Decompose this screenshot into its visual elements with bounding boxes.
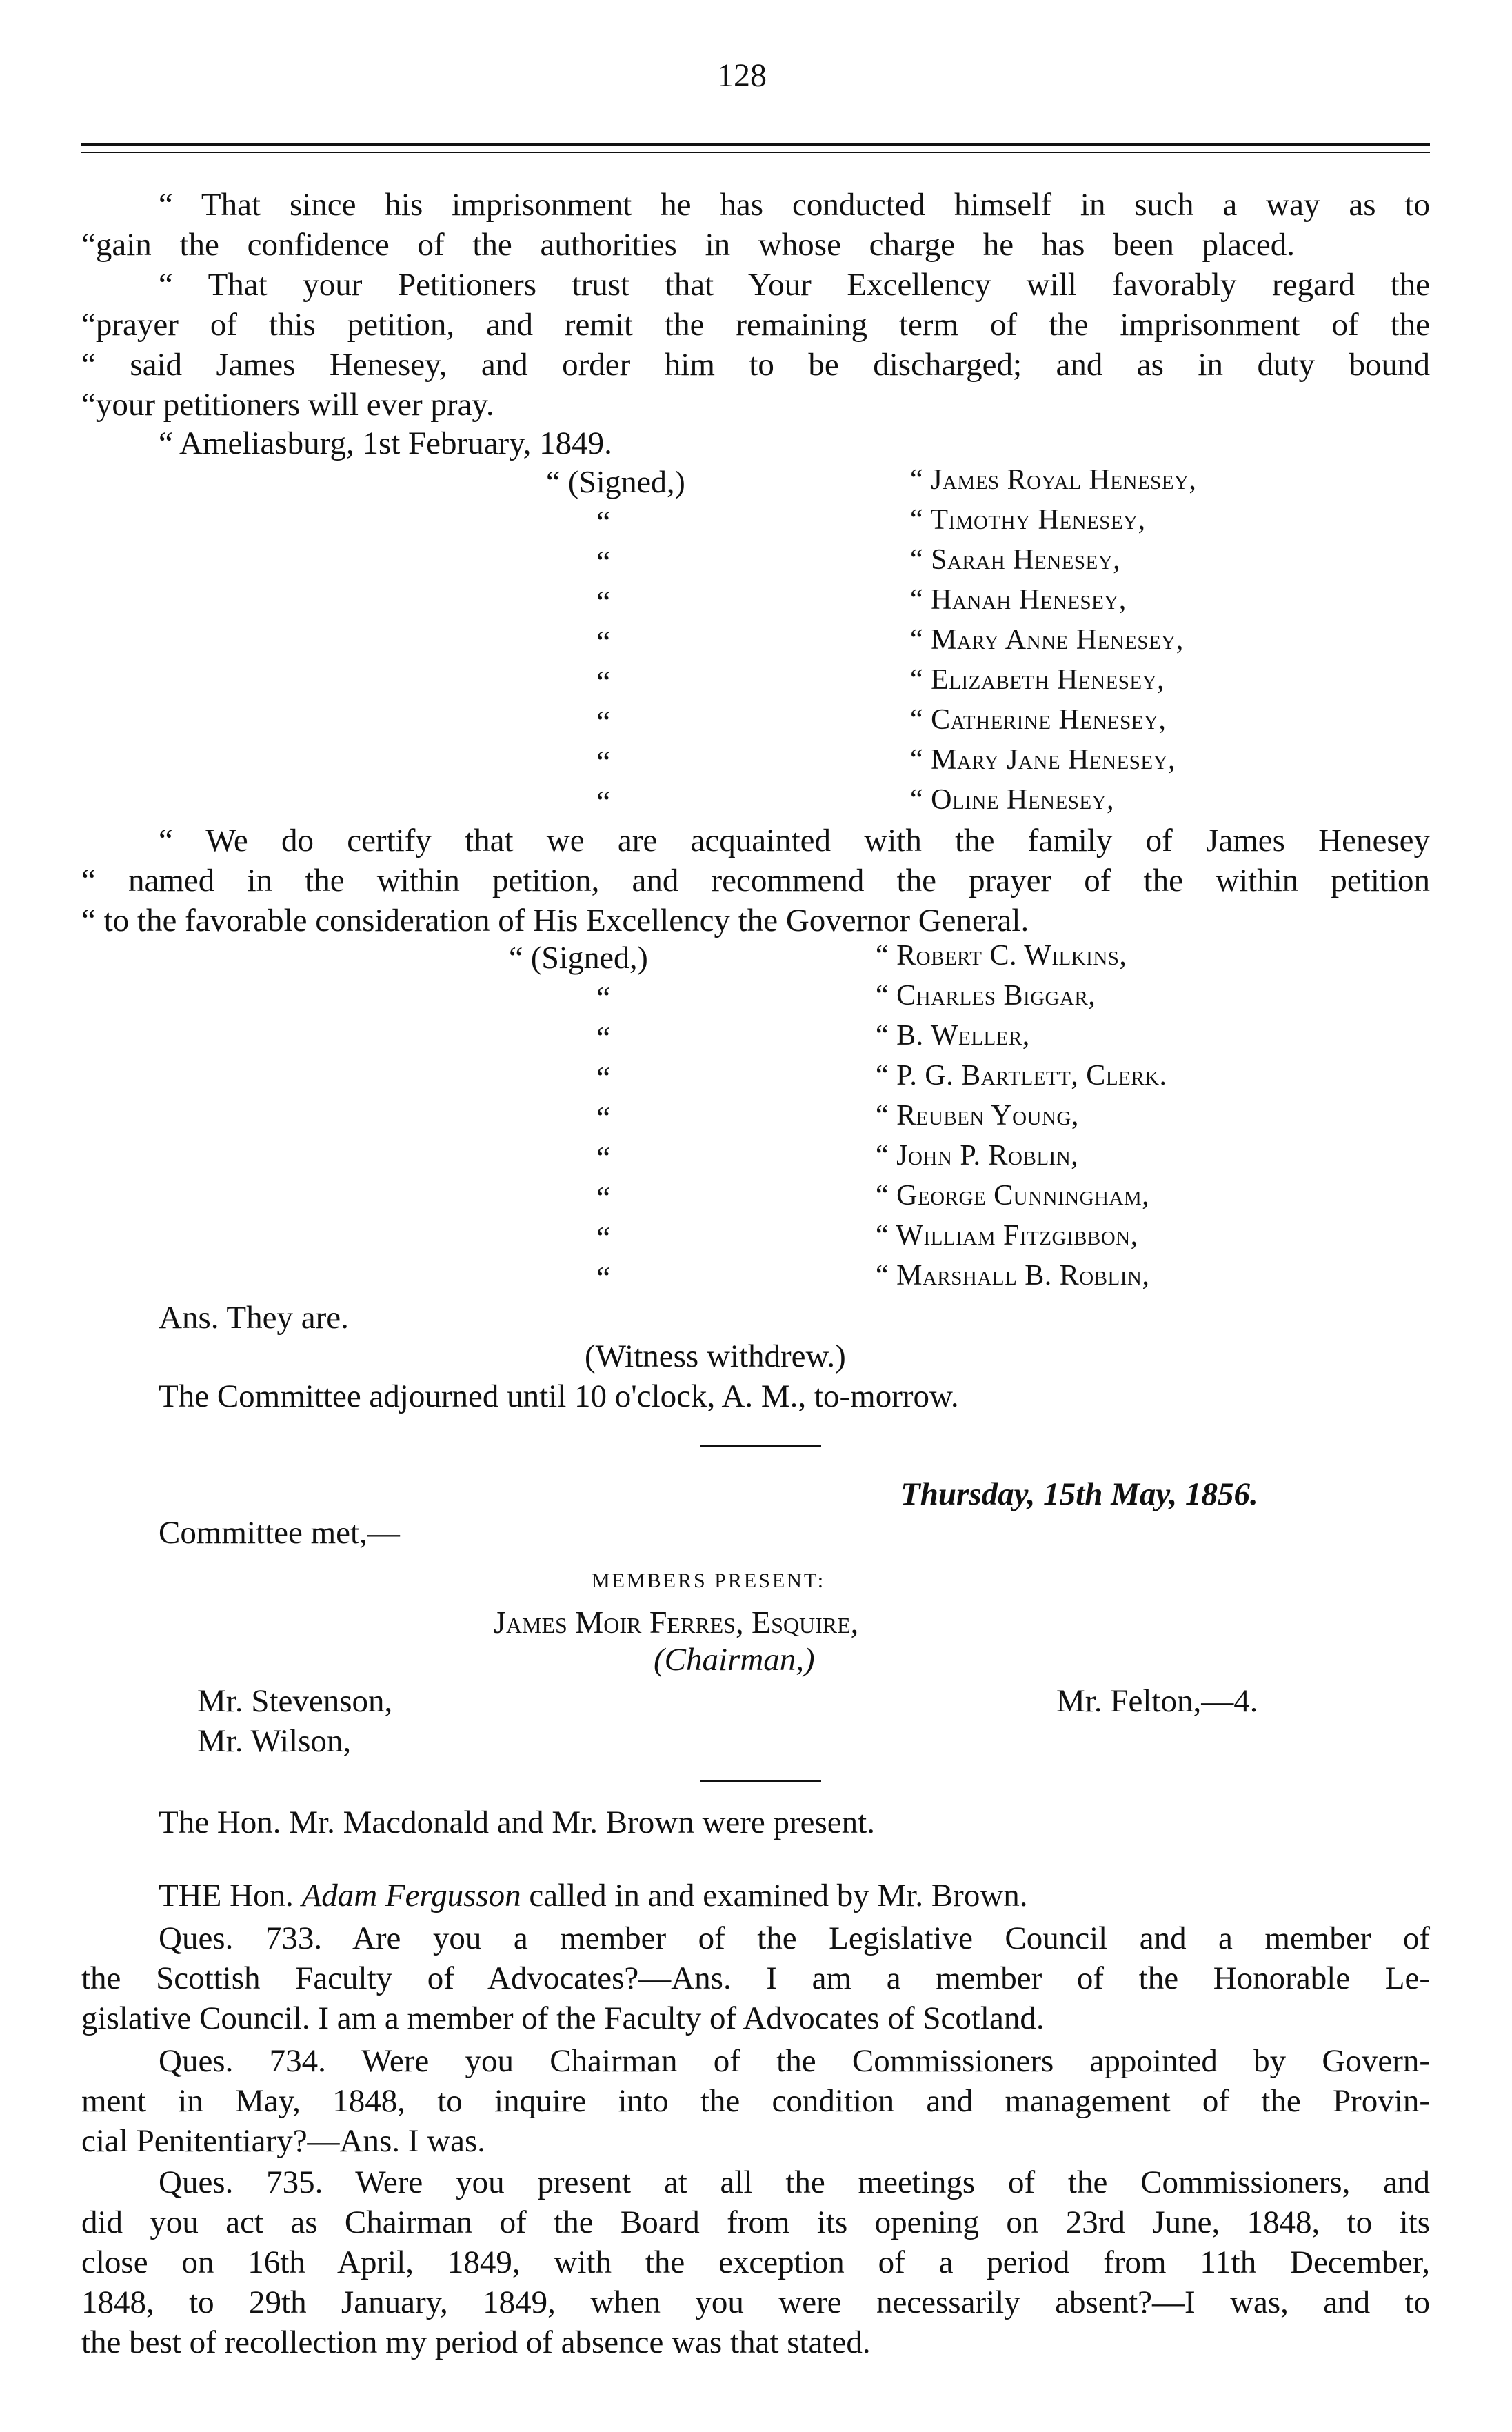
ditto-mark: “	[596, 1260, 611, 1295]
certificate-signatory: “ John P. Roblin,	[876, 1140, 1079, 1172]
certificate-signatory: “ B. Weller,	[876, 1020, 1030, 1052]
petition-signatory: “ Hanah Henesey,	[910, 584, 1127, 616]
certificate-signatory: “ George Cunningham,	[876, 1180, 1150, 1212]
petition-date: “ Ameliasburg, 1st February, 1849.	[159, 425, 612, 461]
header-rule-bottom	[81, 152, 1430, 153]
ditto-mark: “	[596, 1220, 611, 1255]
certificate-signatory: “ William Fitzgibbon,	[876, 1220, 1138, 1252]
q735-line-2: did you act as Chairman of the Board from its opening on 23rd June, 1848, to its	[81, 2204, 1430, 2240]
q733-line-2: the Scottish Faculty of Advocates?—Ans. I am a member of the Honorable Le-	[81, 1960, 1430, 1996]
petition-line-1: “ That since his imprisonment he has conducted himself in such a way as to	[159, 187, 1430, 223]
petition-signed-label: “ (Signed,)	[546, 464, 685, 499]
section-divider	[700, 1780, 821, 1782]
page-number: 128	[717, 57, 767, 94]
ditto-mark: “	[596, 1180, 611, 1215]
witness-name: Adam Fergusson	[301, 1878, 521, 1913]
ditto-mark: “	[596, 704, 611, 739]
members-present-heading: MEMBERS PRESENT:	[592, 1569, 826, 1592]
petition-line-5: “ said James Henesey, and order him to be discharged; and as in duty bound	[81, 347, 1430, 383]
petition-signatory: “ Mary Jane Henesey,	[910, 744, 1176, 776]
q735-line-4: 1848, to 29th January, 1849, when you were necessarily absent?—I was, and to	[81, 2284, 1430, 2320]
certificate-line-3: “ to the favorable consideration of His Excellency the Governor General.	[81, 903, 1029, 938]
ditto-mark: “	[596, 1100, 611, 1135]
petition-line-2: “gain the confidence of the authorities in whose charge he has been placed.	[81, 227, 1295, 263]
q734-line-1: Ques. 734. Were you Chairman of the Commissioners appointed by Govern-	[159, 2043, 1430, 2079]
certificate-signatory: “ Reuben Young,	[876, 1100, 1079, 1132]
ditto-mark: “	[596, 504, 611, 539]
certificate-line-1: “ We do certify that we are acquainted with the family of James Henesey	[159, 823, 1430, 858]
petition-signatory: “ Sarah Henesey,	[910, 544, 1121, 576]
q733-line-3: gislative Council. I am a member of the Faculty of Advocates of Scotland.	[81, 2000, 1045, 2036]
member-left: Mr. Stevenson,	[197, 1683, 393, 1719]
chairman-title: (Chairman,)	[654, 1642, 815, 1678]
ditto-mark: “	[596, 664, 611, 699]
section-divider	[700, 1445, 821, 1447]
intro-suffix: called in and examined by Mr. Brown.	[529, 1878, 1028, 1913]
ditto-mark: “	[596, 784, 611, 819]
petition-line-6: “your petitioners will ever pray.	[81, 387, 494, 423]
committee-met: Committee met,—	[159, 1515, 400, 1551]
q733-line-1: Ques. 733. Are you a member of the Legislative Council and a member of	[159, 1920, 1430, 1956]
answer-text: Ans. They are.	[159, 1300, 349, 1336]
chairman-name: James Moir Ferres, Esquire,	[494, 1605, 859, 1640]
ditto-mark: “	[596, 980, 611, 1015]
witness-withdrew: (Witness withdrew.)	[585, 1338, 846, 1374]
header-rule-top	[81, 143, 1430, 146]
ditto-mark: “	[596, 1020, 611, 1055]
certificate-line-2: “ named in the within petition, and recommend the prayer of the within petition	[81, 863, 1430, 898]
certificate-signatory: “ Robert C. Wilkins,	[876, 940, 1127, 972]
ditto-mark: “	[596, 544, 611, 579]
ditto-mark: “	[596, 624, 611, 659]
also-present: The Hon. Mr. Macdonald and Mr. Brown were present.	[159, 1805, 875, 1840]
q735-line-5: the best of recollection my period of absence was that stated.	[81, 2324, 871, 2360]
petition-signatory: “ Catherine Henesey,	[910, 704, 1167, 736]
ditto-mark: “	[596, 744, 611, 779]
ditto-mark: “	[596, 1060, 611, 1095]
petition-line-3: “ That your Petitioners trust that Your Excellency will favorably regard the	[159, 267, 1430, 303]
petition-signatory: “ Oline Henesey,	[910, 784, 1114, 816]
q735-line-1: Ques. 735. Were you present at all the meetings of the Commissioners, and	[159, 2164, 1430, 2200]
petition-signatory: “ Timothy Henesey,	[910, 504, 1146, 536]
certificate-signatory: “ Charles Biggar,	[876, 980, 1096, 1012]
examination-intro	[159, 1877, 1028, 1914]
member-left: Mr. Wilson,	[197, 1723, 352, 1759]
adjourned-text: The Committee adjourned until 10 o'clock, A. M., to-morrow.	[159, 1378, 959, 1414]
ditto-mark: “	[596, 584, 611, 619]
petition-signatory: “ Elizabeth Henesey,	[910, 664, 1165, 696]
certificate-signed-label: “ (Signed,)	[509, 940, 648, 975]
q734-line-2: ment in May, 1848, to inquire into the condition and management of the Provin-	[81, 2083, 1430, 2119]
certificate-signatory: “ P. G. Bartlett, Clerk.	[876, 1060, 1167, 1092]
ditto-mark: “	[596, 1140, 611, 1175]
member-right: Mr. Felton,—4.	[1056, 1683, 1258, 1719]
session-date: Thursday, 15th May, 1856.	[900, 1476, 1258, 1512]
intro-prefix: THE Hon.	[159, 1878, 294, 1913]
certificate-signatory: “ Marshall B. Roblin,	[876, 1260, 1150, 1292]
petition-signatory: “ James Royal Henesey,	[910, 464, 1197, 496]
q734-line-3: cial Penitentiary?—Ans. I was.	[81, 2123, 486, 2159]
q735-line-3: close on 16th April, 1849, with the exception of a period from 11th December,	[81, 2244, 1430, 2280]
petition-signatory: “ Mary Anne Henesey,	[910, 624, 1184, 656]
petition-line-4: “prayer of this petition, and remit the remaining term of the imprisonment of the	[81, 307, 1430, 343]
